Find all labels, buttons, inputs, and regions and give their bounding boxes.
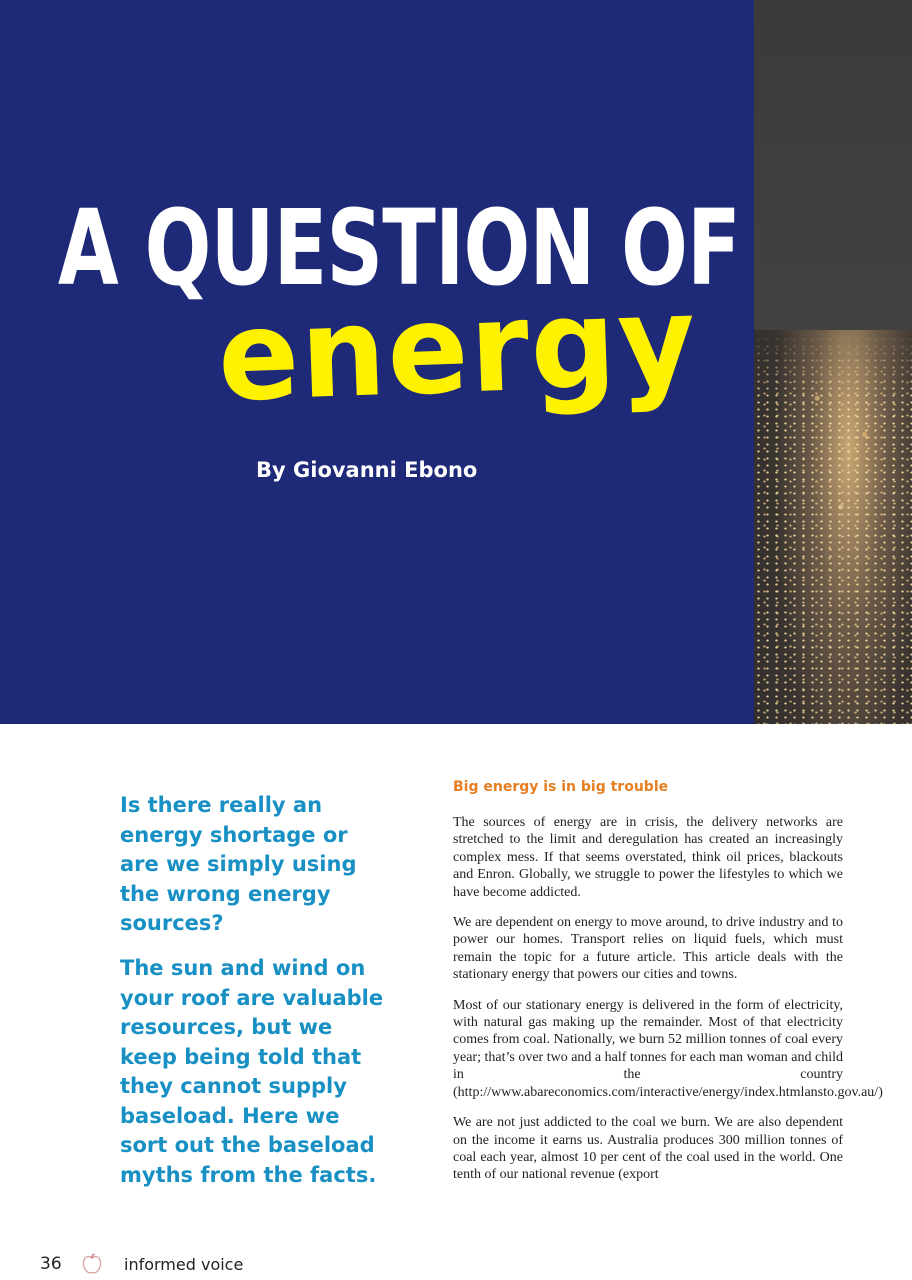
publication-name: informed voice	[124, 1255, 244, 1274]
city-night-photo	[754, 0, 912, 724]
page-number: 36	[40, 1254, 62, 1274]
apple-outline-icon	[82, 1253, 102, 1275]
paragraph-4: We are not just addicted to the coal we burn. We are also dependent on the income it earns us. Australia produces 300 million tonnes of coal each year, almost 10 per cent of the coal used in the world. One tenth of our national revenue (export	[453, 1115, 843, 1183]
intro-statement: The sun and wind on your roof are valuable resources, but we keep being told that they cannot supply baseload. Here we sort out the baseload myths from the facts.	[120, 956, 384, 1187]
intro-question: Is there really an energy shortage or are we simply using the wrong energy sources?	[120, 793, 357, 935]
title-line-2: energy	[215, 269, 700, 430]
byline: By Giovanni Ebono	[256, 458, 478, 482]
paragraph-2: We are dependent on energy to move around, to drive industry and to power our homes. Transport relies on liquid fuels, which must remain the topic for a future article. This article deals with the stationary energy that powers our cities and towns.	[453, 915, 843, 983]
title-line-1: A QUESTION OF	[58, 187, 740, 309]
paragraph-1: The sources of energy are in crisis, the delivery networks are stretched to the limit and deregulation has created an increasingly complex mess. If that seems overstated, think oil prices, blackouts and Enron. Globally, we struggle to power the lifestyles to which we have become addicted.	[453, 815, 843, 900]
article-subhead: Big energy is in big trouble	[453, 779, 669, 795]
paragraph-3: Most of our stationary energy is delivered in the form of electricity, with natural gas making up the remainder. Most of that electricity comes from coal. Nationally, we burn 52 million tonnes of coal every year; that’s over two and a half tonnes for each man woman and child in the country (http://www.abareconomics.com/interactive/energy/index.htmlansto.gov.au/)	[453, 997, 883, 1100]
article-body	[453, 814, 883, 1197]
